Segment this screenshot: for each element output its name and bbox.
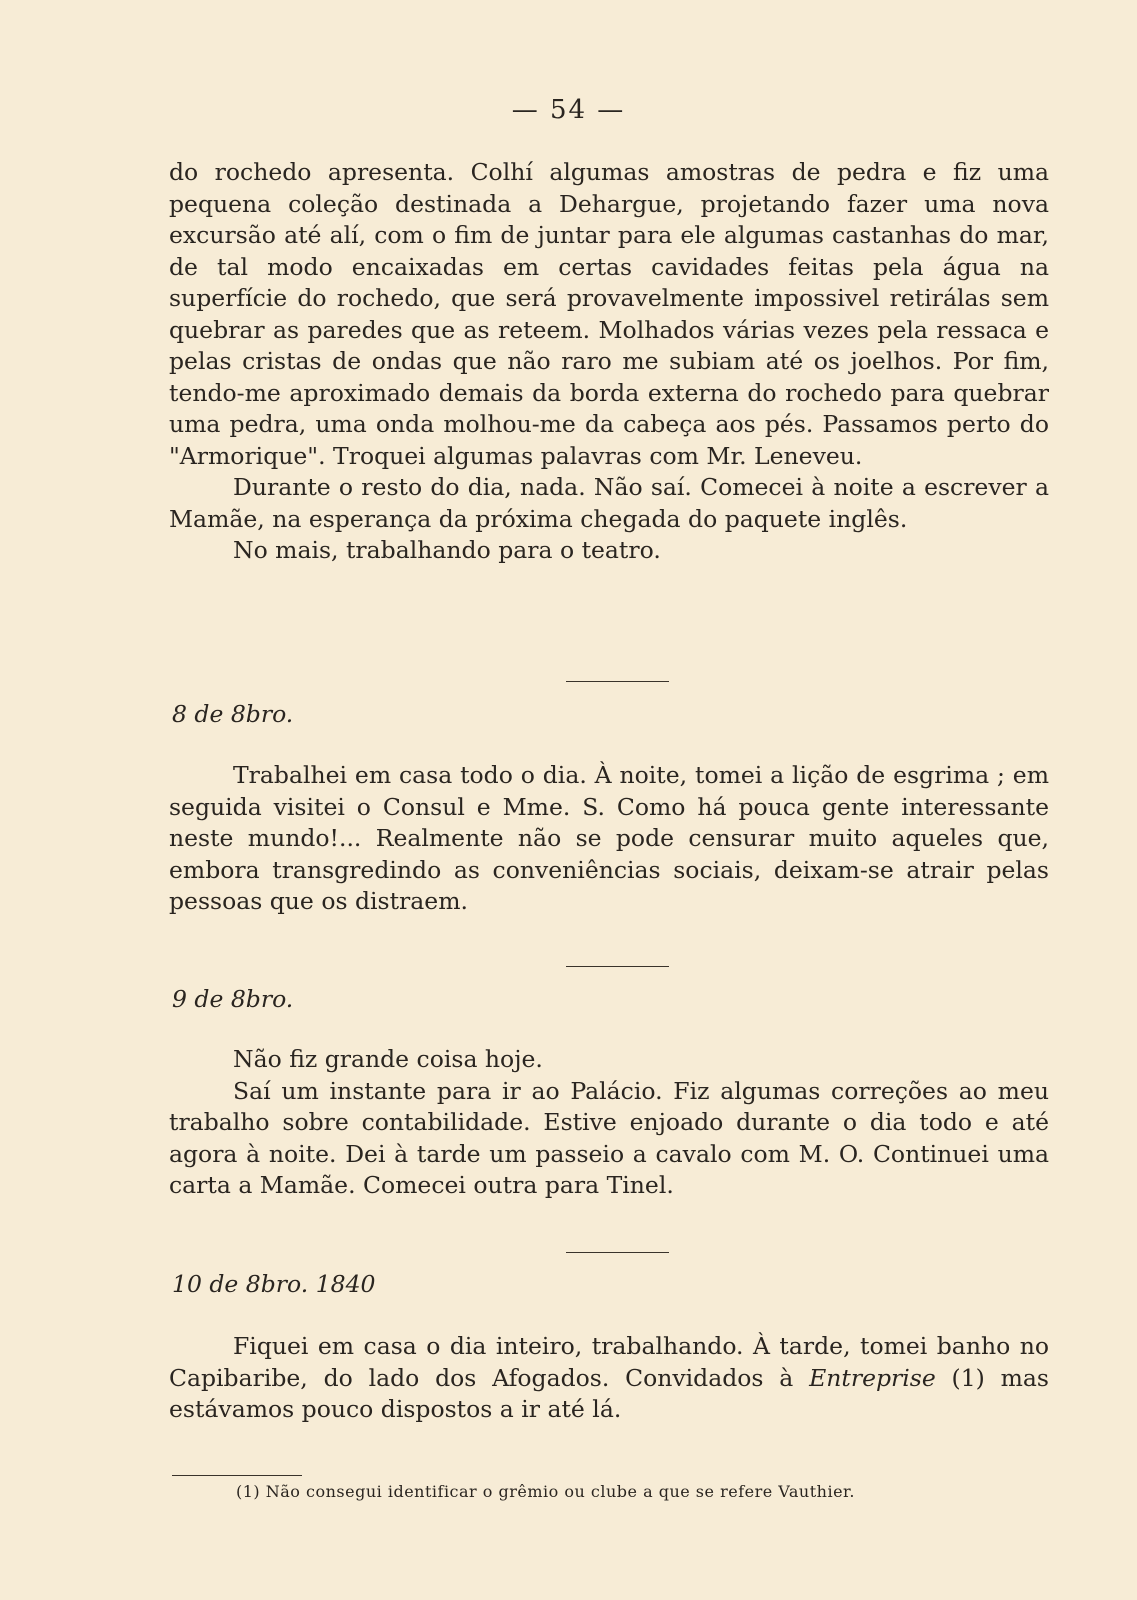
paragraph-text: Fiquei em casa o dia inteiro, trabalhando. À tarde, tomei banho no Capibaribe, do lado dos Afogados. Convidados à — [169, 1332, 1049, 1392]
footnote: (1) Não consegui identificar o grêmio ou clube a que se refere Vauthier. — [236, 1482, 856, 1501]
paragraph: do rochedo apresenta. Colhí algumas amostras de pedra e fiz uma pequena coleção destinada a Dehargue, projetando fazer uma nova excursão até alí, com o fim de juntar para ele algumas castanhas do mar, de tal modo encaixadas em certas cavidades feitas pela água na superfície do rochedo, que será provavelmente impossivel retirálas sem quebrar as paredes que as reteem. Molhados várias vezes pela ressaca e pelas cristas de ondas que não raro me subiam até os joelhos. Por fim, tendo-me aproximado demais da borda externa do rochedo para quebrar uma pedra, uma onda molhou-me da cabeça aos pés. Passamos perto do "Armorique". Troquei algumas palavras com Mr. Leneveu. — [169, 158, 1049, 470]
paragraph: Saí um instante para ir ao Palácio. Fiz algumas correções ao meu trabalho sobre contabilidade. Estive enjoado durante o dia todo e até agora à noite. Dei à tarde um passeio a cavalo com M. O. Continuei uma carta a Mamãe. Comecei outra para Tinel. — [169, 1076, 1049, 1199]
footnote-rule — [172, 1475, 302, 1476]
section-divider — [566, 966, 669, 967]
paragraph: Trabalhei em casa todo o dia. À noite, tomei a lição de esgrima ; em seguida visitei o Consul e Mme. S. Como há pouca gente interessante neste mundo!... Realmente não se pode censurar muito aqueles que, embora transgredindo as conveniências sociais, deixam-se atrair pelas pessoas que os distraem. — [169, 761, 1049, 915]
section-divider — [566, 681, 669, 682]
paragraph: No mais, trabalhando para o teatro. — [233, 536, 661, 564]
page-number: — 54 — — [511, 95, 626, 125]
paragraph: Durante o resto do dia, nada. Não saí. Comecei à noite a escrever a Mamãe, na esperança da próxima chegada do paquete inglês. — [169, 473, 1049, 533]
entry-date: 8 de 8bro. — [172, 700, 294, 728]
paragraph: Não fiz grande coisa hoje. — [233, 1045, 543, 1073]
paragraph — [169, 1331, 1049, 1426]
italic-term: Entreprise — [809, 1363, 936, 1392]
paragraph-text: (1) mas estávamos pouco dispostos a ir até lá. — [169, 1363, 1049, 1423]
entry-body — [169, 760, 1049, 918]
entry-body — [169, 1331, 1049, 1426]
entry-body — [169, 1044, 1049, 1202]
section-continuation — [169, 157, 1049, 567]
entry-date: 10 de 8bro. 1840 — [172, 1270, 376, 1298]
entry-date: 9 de 8bro. — [172, 985, 294, 1013]
section-divider — [566, 1252, 669, 1253]
